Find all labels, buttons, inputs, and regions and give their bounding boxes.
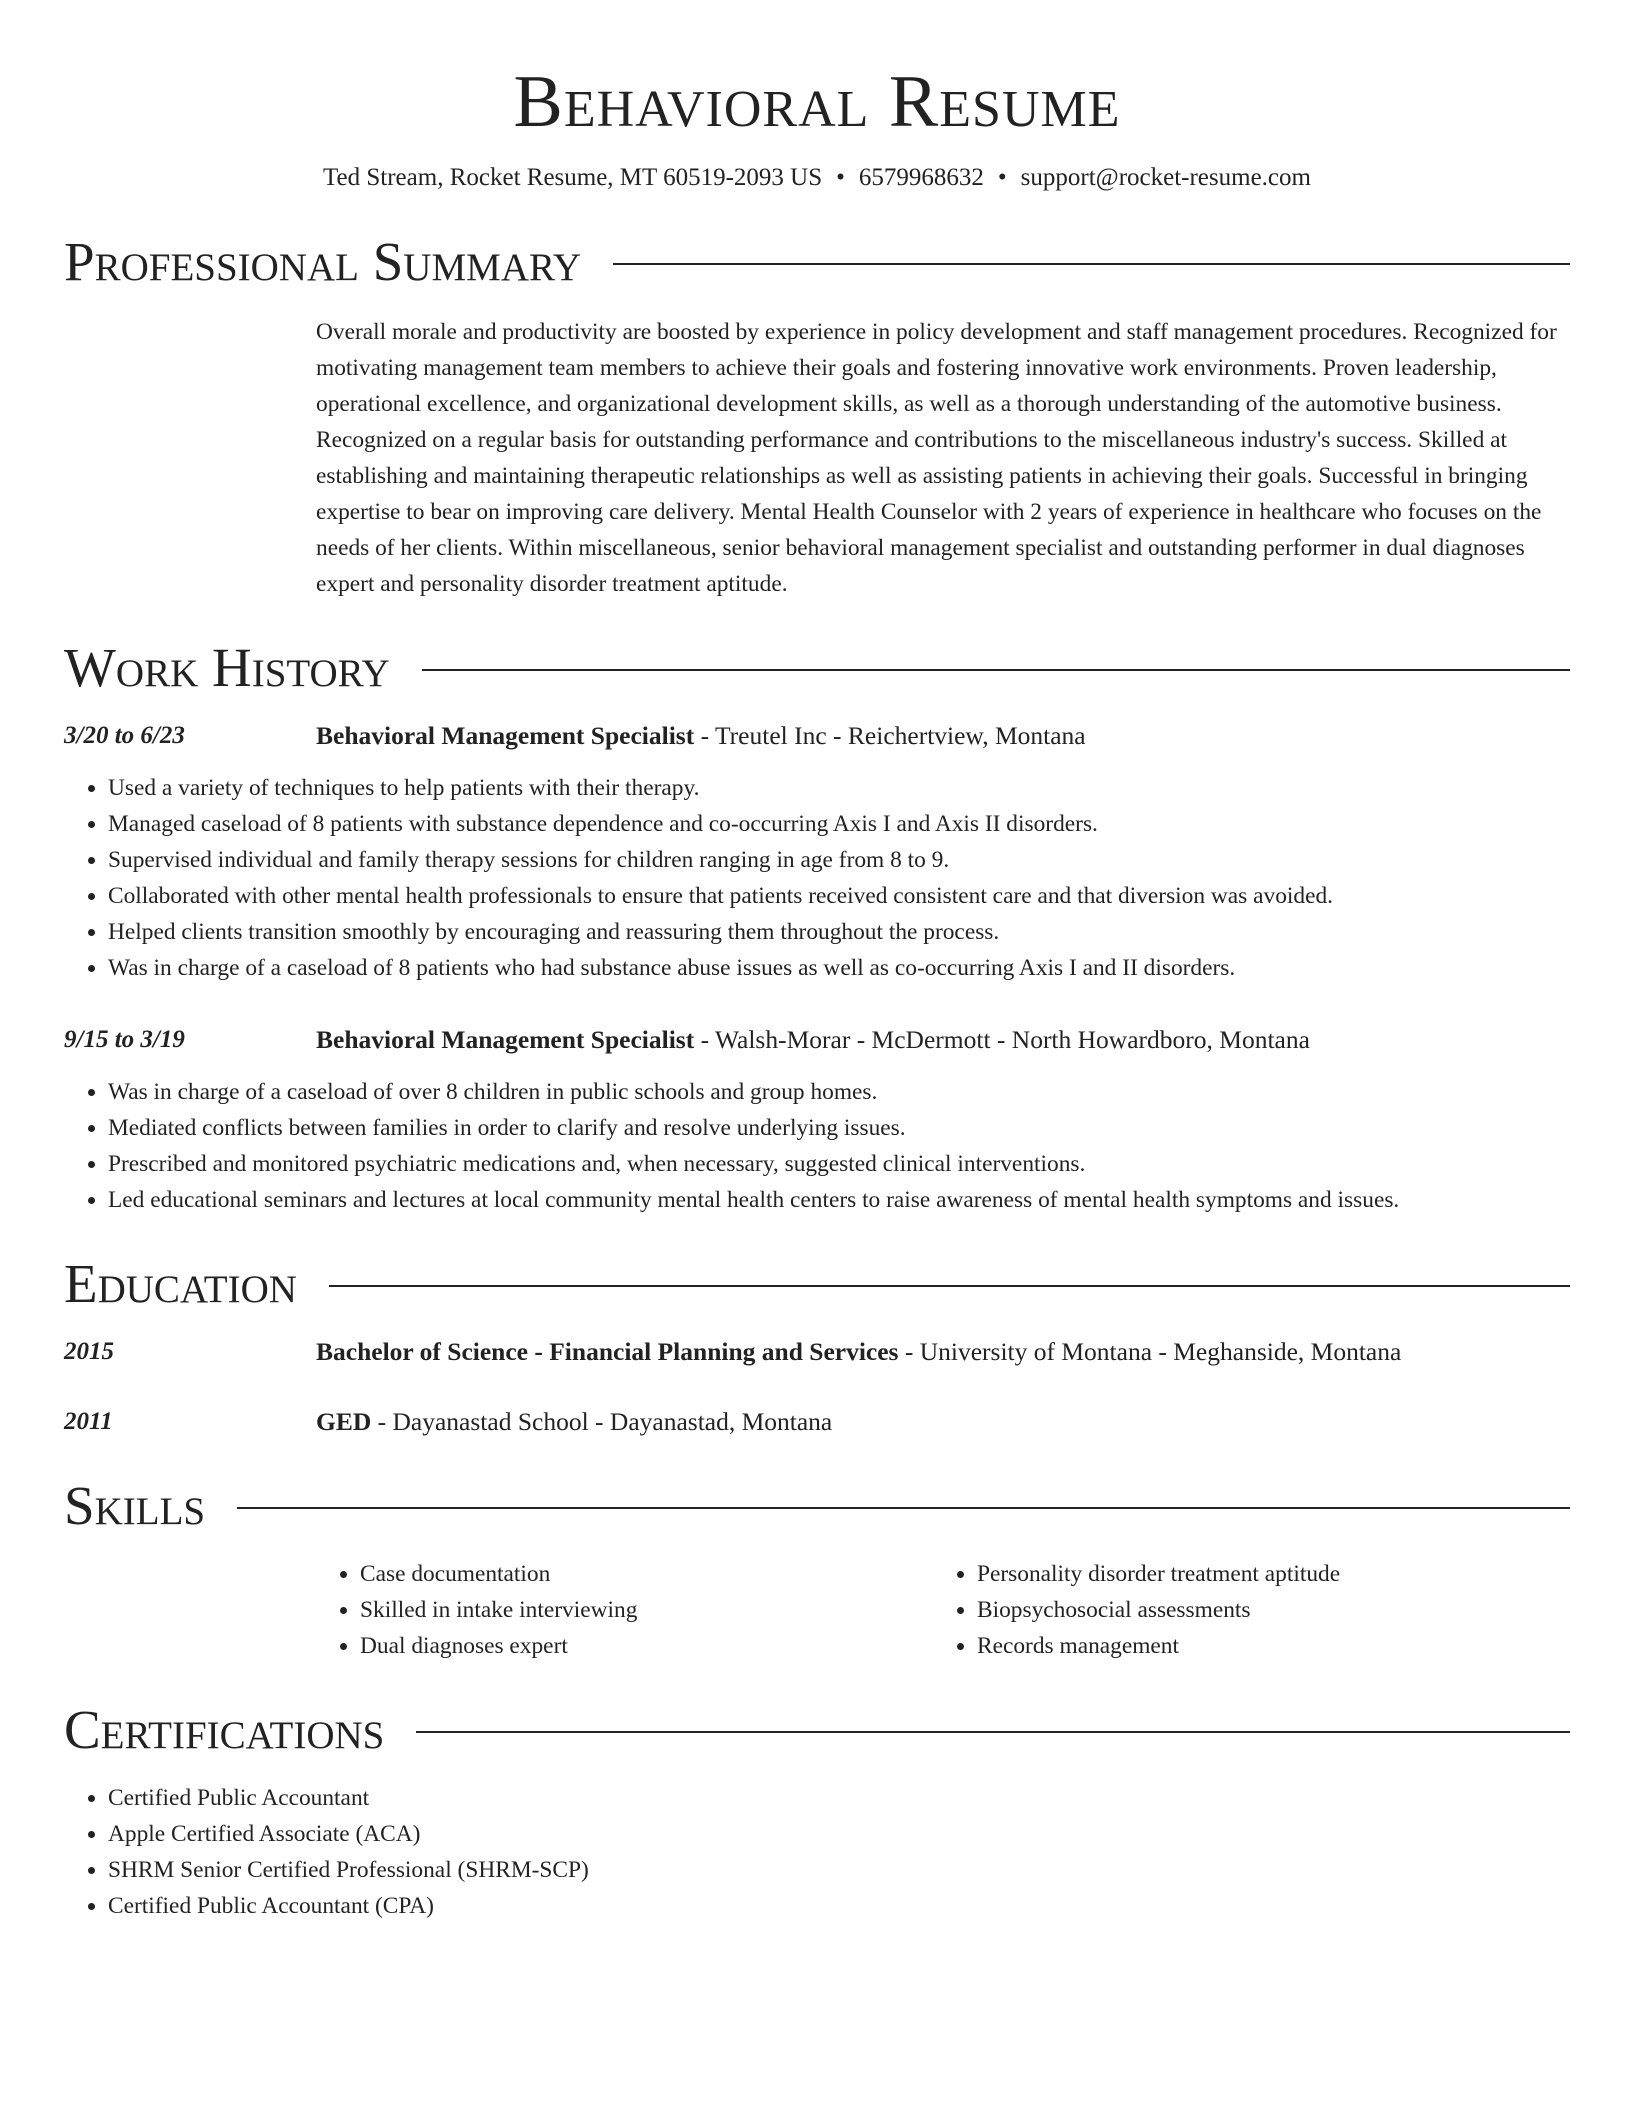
job-entry bbox=[64, 718, 1570, 986]
job-header bbox=[64, 718, 1570, 754]
summary-heading: Professional Summary bbox=[64, 231, 582, 292]
contact-separator: • bbox=[997, 164, 1007, 191]
section-divider bbox=[416, 1731, 1570, 1733]
summary-text: Overall morale and productivity are boosted by experience in policy development and staff management procedures. Recognized for motivating management team members to achieve their goals and fostering innovative work environments. Proven leadership, operational excellence, and organizational development skills, as well as a thorough understanding of the automotive business. Recognized on a regular basis for outstanding performance and contributions to the miscellaneous industry's success. Skilled at establishing and maintaining therapeutic relationships as well as assisting patients in achieving their goals. Successful in bringing expertise to bear on improving care delivery. Mental Health Counselor with 2 years of experience in healthcare who focuses on the needs of her clients. Within miscellaneous, senior behavioral management specialist and outstanding performer in dual diagnoses expert and personality disorder treatment aptitude. bbox=[316, 319, 1557, 597]
skill-item: • Personality disorder treatment aptitude bbox=[977, 1556, 1550, 1592]
education-degree: GED bbox=[316, 1407, 372, 1436]
job-bullet: • Collaborated with other mental health professionals to ensure that patients received consistent care and that diversion was avoided. bbox=[108, 878, 1570, 914]
skill-item: • Case documentation bbox=[360, 1556, 933, 1592]
job-details: - Treutel Inc - Reichertview, Montana bbox=[694, 721, 1086, 750]
job-bullet: • Led educational seminars and lectures at local community mental health centers to raise awareness of mental health symptoms and issues. bbox=[108, 1182, 1570, 1218]
skills-grid bbox=[316, 1556, 1570, 1664]
skill-item: • Dual diagnoses expert bbox=[360, 1628, 933, 1664]
job-header bbox=[64, 1022, 1570, 1058]
education-heading-line bbox=[316, 1334, 1570, 1370]
job-bullet: • Managed caseload of 8 patients with substance dependence and co-occurring Axis I and Axis II disorders. bbox=[108, 806, 1570, 842]
job-details: - Walsh-Morar - McDermott - North Howardboro, Montana bbox=[694, 1025, 1310, 1054]
education-section-header bbox=[64, 1252, 1570, 1316]
section-divider bbox=[237, 1507, 1570, 1509]
summary-section-header bbox=[64, 230, 1570, 294]
education-heading: Education bbox=[64, 1253, 297, 1314]
job-title: Behavioral Management Specialist bbox=[316, 1025, 695, 1054]
education-degree: Bachelor of Science - Financial Planning and Services bbox=[316, 1337, 899, 1366]
job-bullet: • Helped clients transition smoothly by encouraging and reassuring them throughout the process. bbox=[108, 914, 1570, 950]
job-bullet: • Supervised individual and family therapy sessions for children ranging in age from 8 to 9. bbox=[108, 842, 1570, 878]
job-dates: 9/15 to 3/19 bbox=[64, 1026, 185, 1053]
skills-column-left bbox=[316, 1556, 933, 1664]
contact-line bbox=[64, 160, 1570, 196]
skills-list bbox=[316, 1556, 933, 1664]
contact-email: support@rocket-resume.com bbox=[1020, 164, 1311, 191]
job-heading bbox=[316, 1022, 1570, 1058]
certification-item: • Apple Certified Associate (ACA) bbox=[108, 1816, 1570, 1852]
skills-list bbox=[933, 1556, 1550, 1664]
education-details: - Dayanastad School - Dayanastad, Montana bbox=[371, 1407, 833, 1436]
work-section-header bbox=[64, 636, 1570, 700]
education-year: 2015 bbox=[64, 1338, 114, 1365]
job-bullet: • Prescribed and monitored psychiatric medications and, when necessary, suggested clinical interventions. bbox=[108, 1146, 1570, 1182]
skill-item: • Records management bbox=[977, 1628, 1550, 1664]
job-bullets bbox=[64, 770, 1570, 986]
certifications-list bbox=[64, 1780, 1570, 1924]
job-bullet: • Used a variety of techniques to help patients with their therapy. bbox=[108, 770, 1570, 806]
job-entry bbox=[64, 1022, 1570, 1218]
section-divider bbox=[422, 669, 1570, 671]
skill-item: • Biopsychosocial assessments bbox=[977, 1592, 1550, 1628]
education-details: - University of Montana - Meghanside, Montana bbox=[898, 1337, 1402, 1366]
job-title: Behavioral Management Specialist bbox=[316, 721, 695, 750]
certification-item: • Certified Public Accountant (CPA) bbox=[108, 1888, 1570, 1924]
education-heading-line bbox=[316, 1404, 1570, 1440]
certification-item: • SHRM Senior Certified Professional (SHRM-SCP) bbox=[108, 1852, 1570, 1888]
skills-section-header bbox=[64, 1474, 1570, 1538]
education-year: 2011 bbox=[64, 1408, 113, 1435]
job-heading bbox=[316, 718, 1570, 754]
certification-item: • Certified Public Accountant bbox=[108, 1780, 1570, 1816]
skills-heading: Skills bbox=[64, 1475, 206, 1536]
contact-separator: • bbox=[836, 164, 845, 191]
resume-title: Behavioral Resume bbox=[513, 61, 1121, 143]
job-dates: 3/20 to 6/23 bbox=[64, 722, 185, 749]
contact-address: Ted Stream, Rocket Resume, MT 60519-2093 US bbox=[323, 164, 823, 191]
work-heading: Work History bbox=[64, 637, 390, 698]
skill-item: • Skilled in intake interviewing bbox=[360, 1592, 933, 1628]
contact-phone: 6579968632 bbox=[858, 164, 984, 191]
job-bullet: • Was in charge of a caseload of over 8 children in public schools and group homes. bbox=[108, 1074, 1570, 1110]
section-divider bbox=[613, 263, 1570, 265]
education-entry bbox=[64, 1334, 1570, 1370]
job-bullet: • Was in charge of a caseload of 8 patients who had substance abuse issues as well as co-occurring Axis I and II disorders. bbox=[108, 950, 1570, 986]
certifications-heading: Certifications bbox=[64, 1699, 385, 1760]
section-divider bbox=[329, 1285, 1570, 1287]
certifications-section-header bbox=[64, 1698, 1570, 1762]
job-bullets bbox=[64, 1074, 1570, 1218]
skills-column-right bbox=[933, 1556, 1550, 1664]
job-bullet: • Mediated conflicts between families in order to clarify and resolve underlying issues. bbox=[108, 1110, 1570, 1146]
education-entry bbox=[64, 1404, 1570, 1440]
